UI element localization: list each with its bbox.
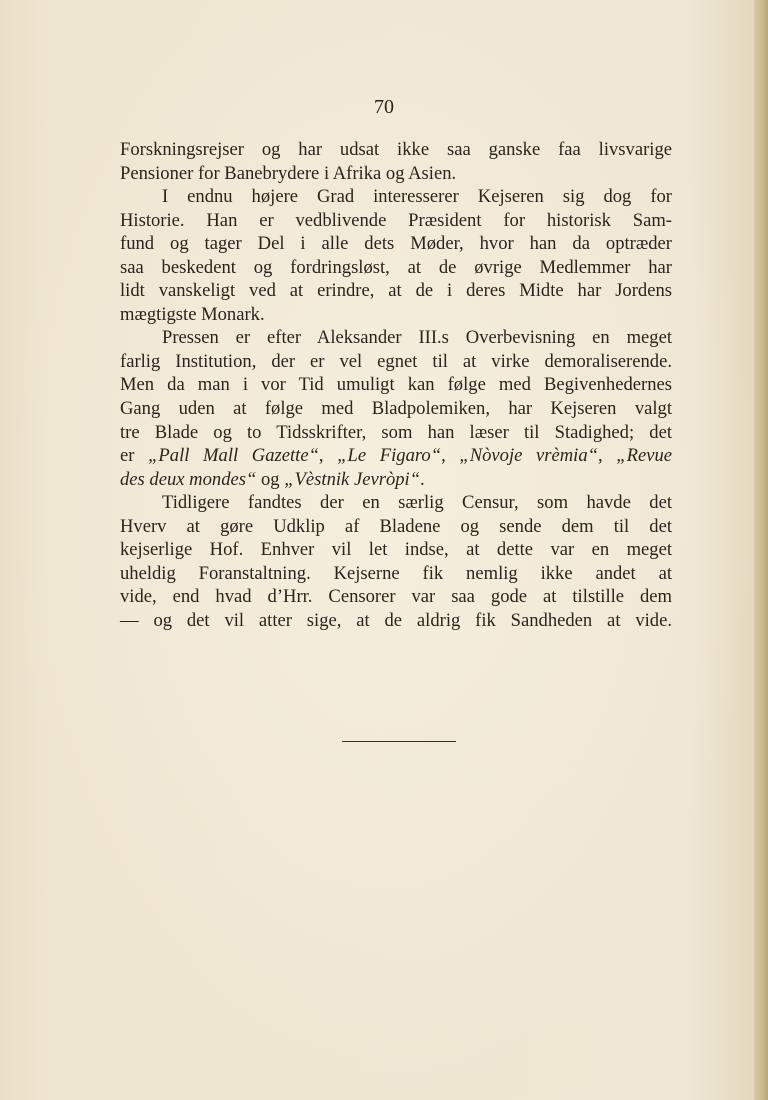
text-run: mægtigste Monark. — [120, 303, 265, 325]
text-run: Pensioner for Banebrydere i Afrika og Asien. — [120, 162, 457, 184]
text-line — [120, 138, 672, 162]
text-line — [120, 609, 672, 633]
text-run: er — [120, 445, 149, 467]
text-line — [120, 350, 672, 374]
italic-title: „Pall Mall Gazette“ — [148, 445, 319, 467]
text-line — [120, 585, 672, 609]
text-run: saa beskedent og fordringsløst, at de øvrige Medlemmer har — [120, 256, 672, 278]
text-line — [120, 185, 672, 209]
text-run: fund og tager Del i alle dets Møder, hvor han da optræder — [120, 233, 672, 255]
text-run: Hverv at gøre Udklip af Bladene og sende dem til det — [120, 515, 672, 537]
text-run: . — [420, 468, 425, 490]
text-run: og — [256, 468, 285, 490]
text-line — [120, 373, 672, 397]
italic-title: „Nòvoje vrèmia“ — [459, 445, 598, 467]
text-run: Gang uden at følge med Bladpolemiken, har Kejseren valgt — [120, 398, 672, 420]
text-line — [120, 538, 672, 562]
text-run: Men da man i vor Tid umuligt kan følge med Begivenhedernes — [120, 374, 672, 396]
text-line — [120, 515, 672, 539]
text-line — [120, 162, 672, 186]
end-rule — [342, 741, 456, 742]
text-run: , — [441, 445, 460, 467]
text-run: Pressen er efter Aleksander III.s Overbevisning en meget — [162, 327, 672, 349]
text-run: uheldig Foranstaltning. Kejserne fik nemlig ikke andet at — [120, 562, 672, 584]
text-line — [120, 397, 672, 421]
text-line — [120, 256, 672, 280]
italic-title: „Revue — [616, 445, 673, 467]
page-edge — [754, 0, 768, 1100]
text-run: kejserlige Hof. Enhver vil let indse, at dette var en meget — [120, 539, 672, 561]
text-line — [120, 491, 672, 515]
text-run: , — [597, 445, 617, 467]
text-line — [120, 444, 672, 468]
text-line — [120, 326, 672, 350]
text-line — [120, 209, 672, 233]
text-line — [120, 279, 672, 303]
text-run: Forskningsrejser og har udsat ikke saa ganske faa livsvarige — [120, 139, 672, 160]
text-run: Tidligere fandtes der en særlig Censur, som havde det — [162, 492, 672, 514]
text-line — [120, 303, 672, 327]
text-line — [120, 232, 672, 256]
italic-title: „Vèstnik Jevròpi“ — [284, 468, 421, 490]
text-line — [120, 562, 672, 586]
italic-title: des deux mondes“ — [120, 468, 257, 490]
text-run: farlig Institution, der er vel egnet til at virke demoraliserende. — [120, 350, 672, 372]
text-line — [120, 468, 672, 492]
text-run: tre Blade og to Tidsskrifter, som han læser til Stadighed; det — [120, 421, 672, 443]
text-run: vide, end hvad d’Hrr. Censorer var saa gode at tilstille dem — [120, 586, 672, 608]
text-line — [120, 421, 672, 445]
text-run: — og det vil atter sige, at de aldrig fik Sandheden at vide. — [120, 609, 672, 631]
page-number: 70 — [374, 96, 394, 118]
italic-title: „Le Figaro“ — [337, 445, 442, 467]
body-text — [120, 138, 672, 632]
text-run: Historie. Han er vedblivende Præsident for historisk Sam- — [120, 209, 672, 231]
text-run: I endnu højere Grad interesserer Kejseren sig dog for — [162, 186, 672, 208]
text-run: , — [318, 445, 338, 467]
text-run: lidt vanskeligt ved at erindre, at de i deres Midte har Jordens — [120, 280, 672, 302]
